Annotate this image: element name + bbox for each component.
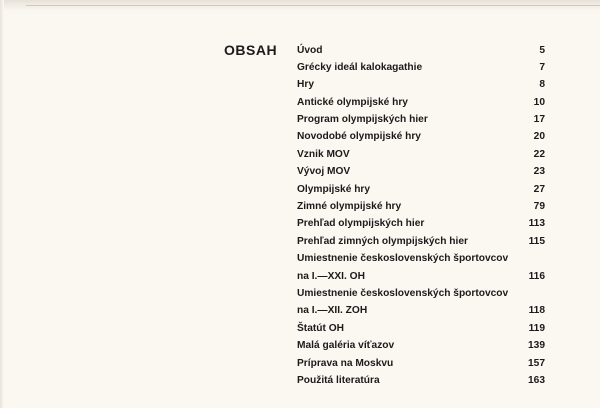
toc-entry xyxy=(297,320,545,337)
contents-heading: OBSAH xyxy=(224,42,278,58)
toc-entry xyxy=(297,251,545,286)
toc-entry-title: Úvod xyxy=(297,44,323,56)
toc-entry-page: 116 xyxy=(528,270,545,282)
toc-entry xyxy=(297,164,545,181)
toc-entry-page: 118 xyxy=(528,305,545,317)
toc-entry-page: 5 xyxy=(539,44,545,56)
toc-entry-title: Program olympijských hier xyxy=(297,114,428,126)
toc-entry-page: 17 xyxy=(533,114,545,126)
toc-entry-title-continuation: na I.—XXI. OH xyxy=(297,270,365,282)
toc-entry xyxy=(297,77,545,94)
toc-entry-page: 27 xyxy=(533,183,545,195)
toc-entry-title: Zimné olympijské hry xyxy=(297,201,402,213)
toc-entry xyxy=(297,94,545,111)
toc-entry-title: Použitá literatúra xyxy=(297,374,380,386)
toc-entry xyxy=(297,338,545,355)
toc-entry-title-block xyxy=(297,287,508,319)
toc-entry-title: Prehľad olympijských hier xyxy=(297,218,425,230)
toc-entry xyxy=(297,42,545,59)
toc-entry xyxy=(297,181,545,198)
toc-entry xyxy=(297,233,545,250)
toc-entry xyxy=(297,199,545,216)
toc-entry xyxy=(297,285,545,320)
toc-entry-page: 20 xyxy=(533,131,545,143)
toc-entry-page: 22 xyxy=(533,148,545,160)
toc-entry-page: 119 xyxy=(528,322,545,334)
toc-entry-page: 163 xyxy=(528,374,545,386)
toc-entry-title: Príprava na Moskvu xyxy=(297,357,394,369)
toc-entry-title: Umiestnenie československých športovcov xyxy=(297,253,509,265)
toc-entry-page: 23 xyxy=(533,166,545,178)
toc-entry xyxy=(297,129,545,146)
toc-entry-page: 7 xyxy=(539,61,545,73)
toc-entry xyxy=(297,355,545,372)
toc-entry xyxy=(297,216,545,233)
toc-entry-title: Vznik MOV xyxy=(297,148,350,160)
toc-entry-title: Novodobé olympijské hry xyxy=(297,131,421,143)
toc-entry-title: Olympijské hry xyxy=(297,183,371,195)
toc-entry-title: Grécky ideál kalokagathie xyxy=(297,61,423,73)
toc-entry-page: 10 xyxy=(533,96,545,108)
toc-entry-title: Hry xyxy=(297,79,314,91)
toc-entry-page: 8 xyxy=(539,79,545,91)
page-top-edge xyxy=(0,0,600,12)
toc-entry-title: Antické olympijské hry xyxy=(297,96,408,108)
page-left-shadow xyxy=(0,0,4,408)
toc-entry-page: 139 xyxy=(528,340,545,352)
toc-entry-title: Umiestnenie československých športovcov xyxy=(297,287,509,299)
toc-entry-title: Vývoj MOV xyxy=(297,166,351,178)
toc-entry xyxy=(297,59,545,76)
toc-entry-title: Štatút OH xyxy=(297,322,344,334)
toc-entry xyxy=(297,372,545,389)
toc-entry-title-block xyxy=(297,252,508,284)
toc-entry-page: 115 xyxy=(528,235,545,247)
toc-entry-title-continuation: na I.—XII. ZOH xyxy=(297,305,368,317)
toc-entry-page: 79 xyxy=(533,201,545,213)
toc-entry-title: Malá galéria víťazov xyxy=(297,340,395,352)
toc-entry-title: Prehľad zimných olympijských hier xyxy=(297,235,468,247)
toc-entry xyxy=(297,112,545,129)
toc-entry-page: 157 xyxy=(528,357,545,369)
toc-entry-page: 113 xyxy=(528,218,545,230)
toc-entry xyxy=(297,146,545,163)
table-of-contents xyxy=(297,42,545,390)
